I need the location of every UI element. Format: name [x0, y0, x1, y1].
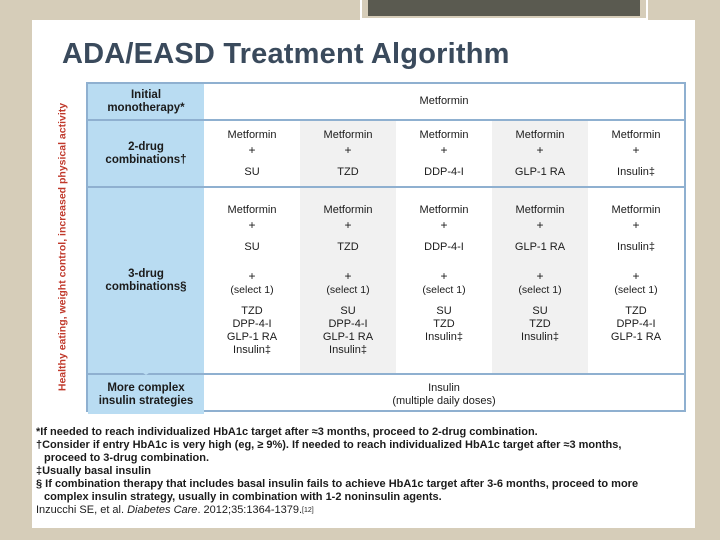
citation	[36, 504, 691, 517]
cell-top: Metformin	[611, 204, 661, 216]
slide-title: ADA/EASD Treatment Algorithm	[62, 38, 510, 70]
select-one-note: (select 1)	[518, 284, 562, 296]
option-item: Insulin‡	[233, 344, 271, 356]
option-item: TZD	[625, 305, 647, 317]
cell-drug: GLP-1 RA	[514, 241, 566, 253]
select-one-note: (select 1)	[614, 284, 658, 296]
three-drug-col-1	[204, 188, 300, 375]
citation-authors: Inzucchi SE, et al.	[36, 504, 125, 516]
plus-sign: +	[344, 142, 352, 157]
option-item: GLP-1 RA	[610, 331, 662, 343]
plus-sign: +	[536, 218, 544, 232]
plus-sign: +	[632, 142, 640, 157]
cell-top: Metformin	[323, 204, 373, 216]
footnotes	[36, 426, 691, 517]
cell-drug: DDP-4-I	[424, 241, 464, 253]
plus-sign: +	[536, 142, 544, 157]
treatment-table	[86, 82, 686, 412]
plus-sign: +	[344, 218, 352, 232]
select-one-note: (select 1)	[326, 284, 370, 296]
option-item: DPP-4-I	[616, 318, 656, 330]
cell-top: Metformin	[227, 128, 277, 141]
footnote-4-cont: complex insulin strategy, usually in combination with 1-2 noninsulin agents.	[44, 491, 442, 503]
footnote-2-cont: proceed to 3-drug combination.	[44, 452, 210, 464]
row-label-3drug: 3-drug combinations§	[88, 188, 204, 375]
cell-top: Metformin	[419, 204, 469, 216]
cell-top: Metformin	[227, 204, 277, 216]
option-item: DPP-4-I	[328, 318, 368, 330]
row-label-2drug: 2-drug combinations†	[88, 121, 204, 188]
three-drug-col-3	[396, 188, 492, 375]
cell-drug: Insulin‡	[617, 165, 655, 178]
two-drug-col-1	[204, 121, 300, 188]
two-drug-col-2	[300, 121, 396, 188]
three-drug-col-2	[300, 188, 396, 375]
initial-metformin: Metformin	[204, 84, 684, 121]
lifestyle-label-text: Healthy eating, weight control, increased physical activity	[56, 102, 69, 392]
cell-drug: SU	[244, 241, 260, 253]
decorative-tab	[368, 0, 640, 16]
plus-sign: +	[248, 218, 256, 232]
plus-sign: +	[344, 269, 352, 283]
option-item: TZD	[241, 305, 263, 317]
cell-drug: Insulin‡	[617, 241, 655, 253]
option-item: TZD	[433, 318, 455, 330]
cell-top: Metformin	[611, 128, 661, 141]
plus-sign: +	[536, 269, 544, 283]
three-drug-col-4	[492, 188, 588, 375]
row-label-initial: Initial monotherapy*	[88, 84, 204, 121]
footnote-3: ‡Usually basal insulin	[36, 465, 151, 477]
cell-top: Metformin	[515, 128, 565, 141]
option-item: SU	[340, 305, 356, 317]
select-one-note: (select 1)	[422, 284, 466, 296]
plus-sign: +	[440, 142, 448, 157]
two-drug-col-3	[396, 121, 492, 188]
select-one-note: (select 1)	[230, 284, 274, 296]
cell-drug: GLP-1 RA	[514, 165, 566, 178]
option-item: SU	[436, 305, 452, 317]
option-item: Insulin‡	[521, 331, 559, 343]
option-item: DPP-4-I	[232, 318, 272, 330]
plus-sign: +	[248, 142, 256, 157]
cell-drug: TZD	[337, 165, 359, 178]
two-drug-col-5	[588, 121, 684, 188]
citation-journal: Diabetes Care	[127, 504, 198, 516]
cell-top: Metformin	[323, 128, 373, 141]
cell-drug: DDP-4-I	[424, 165, 464, 178]
citation-ref: [12]	[302, 507, 314, 514]
option-item: GLP-1 RA	[226, 331, 278, 343]
three-drug-col-5	[588, 188, 684, 375]
option-item: Insulin‡	[329, 344, 367, 356]
plus-sign: +	[440, 218, 448, 232]
complex-insulin	[204, 375, 684, 414]
complex-insulin-line1: Insulin	[428, 381, 460, 394]
footnote-1: *If needed to reach individualized HbA1c target after ≈3 months, proceed to 2-drug combination.	[36, 426, 538, 438]
plus-sign: +	[632, 218, 640, 232]
citation-details: . 2012;35:1364-1379.	[197, 504, 303, 516]
cell-top: Metformin	[419, 128, 469, 141]
footnote-4: § If combination therapy that includes basal insulin fails to achieve HbA1c target after 3-6 months, proceed to more	[36, 478, 639, 490]
footnote-2: †Consider if entry HbA1c is very high (eg, ≥ 9%). If needed to reach individualized HbA1c target after ≈3 months,	[36, 439, 622, 451]
complex-insulin-line2: (multiple daily doses)	[392, 394, 496, 407]
option-item: TZD	[529, 318, 551, 330]
option-item: Insulin‡	[425, 331, 463, 343]
plus-sign: +	[440, 269, 448, 283]
option-item: GLP-1 RA	[322, 331, 374, 343]
lifestyle-side-label	[40, 82, 86, 412]
cell-top: Metformin	[515, 204, 565, 216]
cell-drug: SU	[244, 165, 260, 178]
two-drug-col-4	[492, 121, 588, 188]
option-item: SU	[532, 305, 548, 317]
plus-sign: +	[632, 269, 640, 283]
plus-sign: +	[248, 269, 256, 283]
cell-drug: TZD	[337, 241, 359, 253]
row-label-complex: More complex insulin strategies	[88, 375, 204, 414]
